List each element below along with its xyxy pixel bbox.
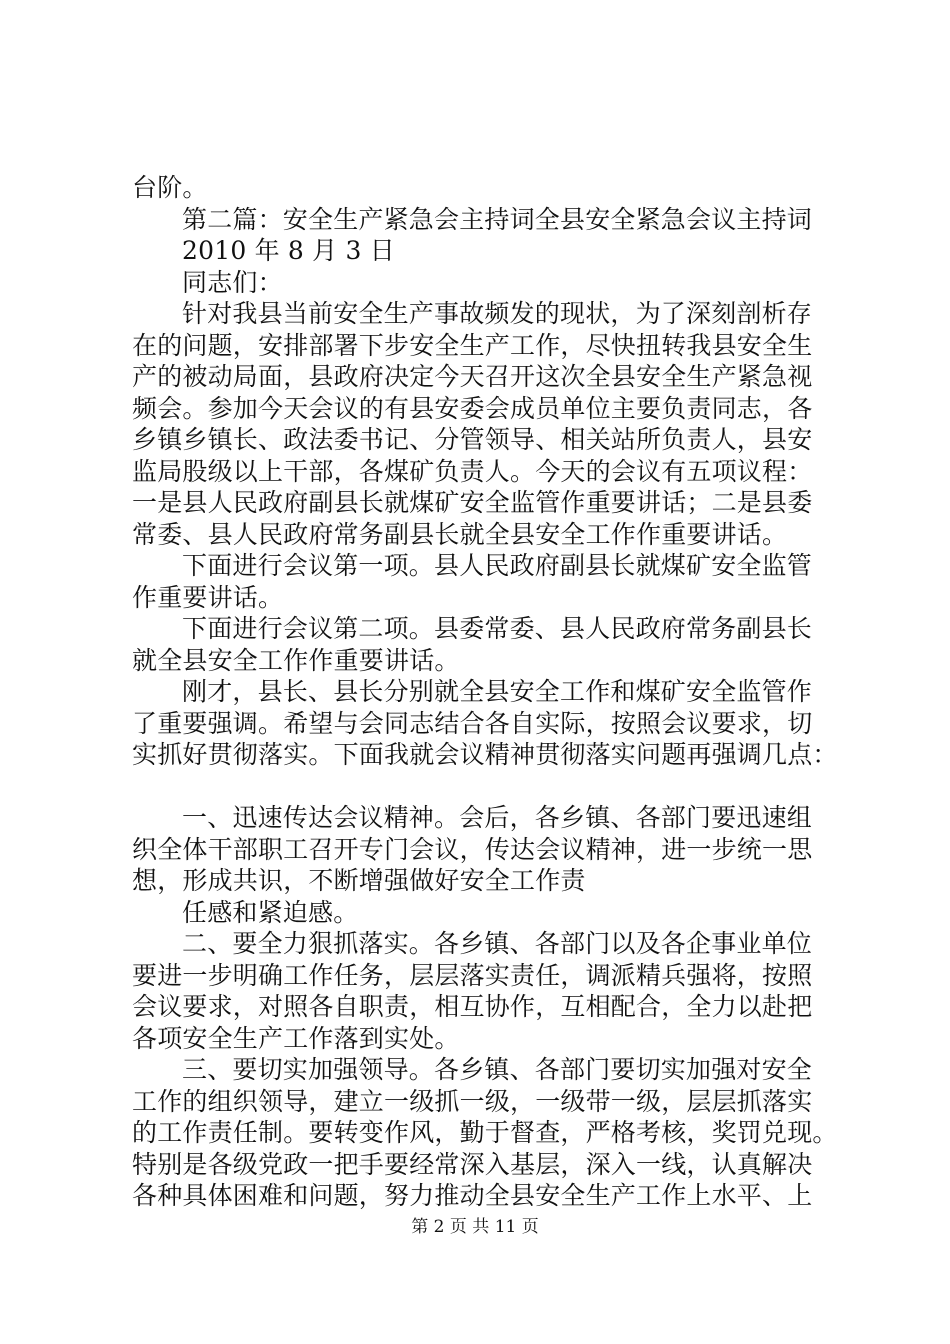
- text-line: 频会。参加今天会议的有县安委会成员单位主要负责同志，各: [132, 393, 813, 423]
- salutation: 同志们：: [182, 267, 283, 297]
- text-line: 会议要求，对照各自职责，相互协作，互相配合，全力以赴把: [132, 992, 813, 1021]
- text-line: 想，形成共识，不断增强做好安全工作责: [132, 866, 586, 895]
- text-line: 各项安全生产工作落到实处。: [132, 1023, 460, 1053]
- text-line: 针对我县当前安全生产事故频发的现状，为了深刻剖析存: [182, 299, 813, 328]
- text-line: 一是县人民政府副县长就煤矿安全监管作重要讲话；二是县委: [132, 488, 813, 517]
- text-line: 一、迅速传达会议精神。会后，各乡镇、各部门要迅速组: [182, 803, 813, 832]
- text-line: 监局股级以上干部，各煤矿负责人。今天的会议有五项议程：: [132, 456, 813, 486]
- text-line: 产的被动局面，县政府决定今天召开这次全县安全生产紧急视: [132, 362, 813, 391]
- text-line: 二、要全力狠抓落实。各乡镇、各部门以及各企事业单位: [182, 929, 813, 958]
- text-line: 台阶。: [132, 173, 208, 202]
- page-number-footer: 第 2 页 共 11 页: [411, 1217, 539, 1237]
- text-line: 在的问题，安排部署下步安全生产工作，尽快扭转我县安全生: [132, 330, 813, 360]
- document-body: [132, 172, 838, 1212]
- text-line: 织全体干部职工召开专门会议，传达会议精神，进一步统一思: [132, 834, 813, 864]
- text-line: 下面进行会议第一项。县人民政府副县长就煤矿安全监管: [182, 551, 813, 580]
- text-line: 乡镇乡镇长、政法委书记、分管领导、相关站所负责人，县安: [132, 425, 813, 454]
- text-line: 就全县安全工作作重要讲话。: [132, 645, 460, 675]
- text-line: 的工作责任制。要转变作风，勤于督查，严格考核，奖罚兑现。: [132, 1118, 838, 1147]
- document-date: 2010 年 8 月 3 日: [182, 236, 395, 265]
- text-line: 了重要强调。希望与会同志结合各自实际，按照会议要求，切: [132, 708, 813, 738]
- blank-line: [132, 771, 832, 803]
- text-line: 工作的组织领导，建立一级抓一级，一级带一级，层层抓落实: [132, 1086, 813, 1116]
- text-line: 作重要讲话。: [132, 582, 284, 612]
- text-line: 下面进行会议第二项。县委常委、县人民政府常务副县长: [182, 614, 813, 643]
- text-line: 任感和紧迫感。: [182, 897, 359, 927]
- text-line: 要进一步明确工作任务，层层落实责任，调派精兵强将，按照: [132, 960, 813, 990]
- text-line: 刚才，县长、县长分别就全县安全工作和煤矿安全监管作: [182, 677, 813, 706]
- text-line: 三、要切实加强领导。各乡镇、各部门要切实加强对安全: [182, 1055, 813, 1084]
- text-line: 特别是各级党政一把手要经常深入基层，深入一线，认真解决: [132, 1149, 813, 1179]
- text-line: 各种具体困难和问题，努力推动全县安全生产工作上水平、上: [132, 1181, 813, 1210]
- text-line: 常委、县人民政府常务副县长就全县安全工作作重要讲话。: [132, 519, 788, 549]
- text-line: 实抓好贯彻落实。下面我就会议精神贯彻落实问题再强调几点：: [132, 740, 838, 769]
- section-heading: 第二篇：安全生产紧急会主持词全县安全紧急会议主持词: [182, 204, 813, 234]
